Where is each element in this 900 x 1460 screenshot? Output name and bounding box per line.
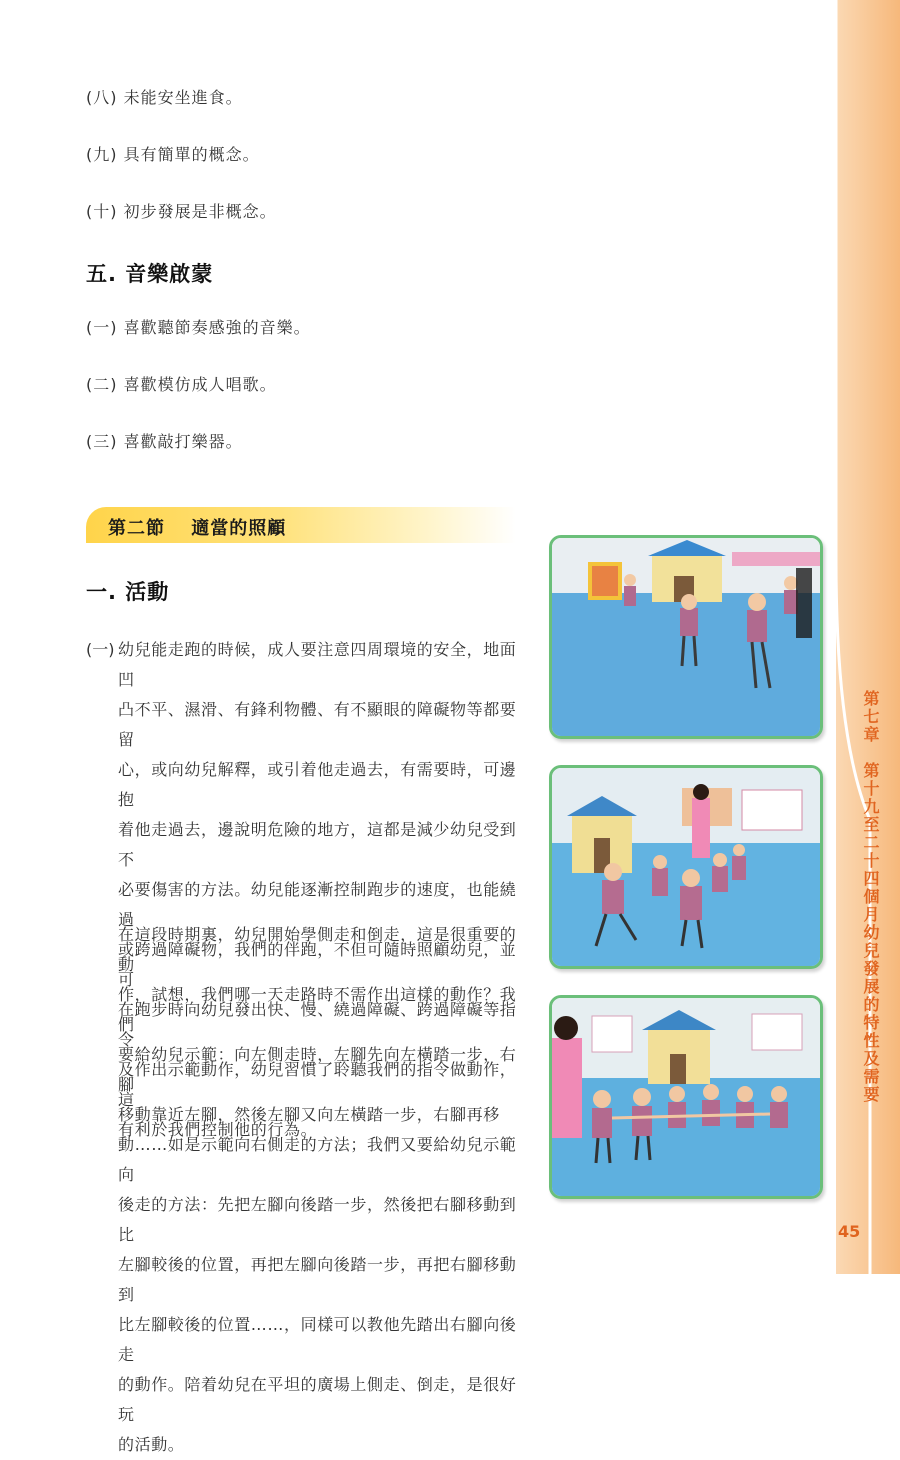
paragraph-1-marker: (一)	[86, 640, 115, 659]
paragraph-line: 後走的方法：先把左腳向後踏一步，然後把右腳移動到比	[118, 1195, 517, 1244]
photo-toddlers-walking-playroom	[549, 535, 823, 739]
paragraph-line: 要給幼兒示範：向左側走時，左腳先向左橫踏一步，右腳	[118, 1045, 517, 1094]
paragraph-line: 着他走過去，邊說明危險的地方，這都是減少幼兒受到不	[118, 820, 517, 869]
music-item-3: (三) 喜歡敲打樂器。	[86, 432, 243, 451]
paragraph-line: 作，試想，我們哪一天走路時不需作出這樣的動作？我們	[118, 985, 517, 1034]
paragraph-line: 心，或向幼兒解釋，或引着他走過去，有需要時，可邊抱	[118, 760, 517, 809]
paragraph-line: 比左腳較後的位置……，同樣可以教他先踏出右腳向後走	[118, 1315, 517, 1364]
music-item-1: (一) 喜歡聽節奏感強的音樂。	[86, 318, 311, 337]
music-heading: 五. 音樂啟蒙	[86, 262, 214, 286]
section-banner	[86, 507, 516, 543]
page-number: 45	[838, 1222, 861, 1241]
paragraph-line: 動……如是示範向右側走的方法；我們又要給幼兒示範向	[118, 1135, 517, 1184]
paragraph-line: 或跨過障礙物，我們的伴跑，不但可隨時照顧幼兒，並可	[118, 940, 517, 989]
photo-toddlers-following-teacher	[549, 765, 823, 969]
paragraph-line: 的動作。陪着幼兒在平坦的廣場上側走、倒走，是很好玩	[118, 1375, 517, 1424]
paragraph-line: 幼兒能走跑的時候，成人要注意四周環境的安全，地面凹	[118, 640, 517, 689]
paragraph-line: 有利於我們控制他的行為。	[118, 1120, 318, 1139]
development-item-8: (八) 未能安坐進食。	[86, 88, 243, 107]
photo-toddlers-holding-hands-line	[549, 995, 823, 1199]
music-item-2: (二) 喜歡模仿成人唱歌。	[86, 375, 277, 394]
paragraph-line: 的活動。	[118, 1435, 185, 1454]
paragraph-line: 移動靠近左腳，然後左腳又向左橫踏一步，右腳再移	[118, 1105, 500, 1124]
chapter-side-label: 第七章 第十九至二十四個月幼兒發展的特性及需要	[861, 690, 880, 1104]
paragraph-line: 左腳較後的位置，再把左腳向後踏一步，再把右腳移動到	[118, 1255, 517, 1304]
paragraph-line: 及作出示範動作，幼兒習慣了聆聽我們的指令做動作，這	[118, 1060, 517, 1109]
paragraph-2	[118, 920, 532, 1460]
development-item-10: (十) 初步發展是非概念。	[86, 202, 277, 221]
paragraph-line: 在這段時期裏，幼兒開始學側走和倒走，這是很重要的動	[118, 925, 517, 974]
paragraph-line: 在跑步時向幼兒發出快、慢、繞過障礙、跨過障礙等指令	[118, 1000, 517, 1049]
paragraph-line: 必要傷害的方法。幼兒能逐漸控制跑步的速度，也能繞過	[118, 880, 517, 929]
development-item-9: (九) 具有簡單的概念。	[86, 145, 260, 164]
activity-heading: 一. 活動	[86, 580, 170, 604]
paragraph-line: 凸不平、濕滑、有鋒利物體、有不顯眼的障礙物等都要留	[118, 700, 517, 749]
section-title: 第二節 適當的照顧	[108, 518, 287, 539]
